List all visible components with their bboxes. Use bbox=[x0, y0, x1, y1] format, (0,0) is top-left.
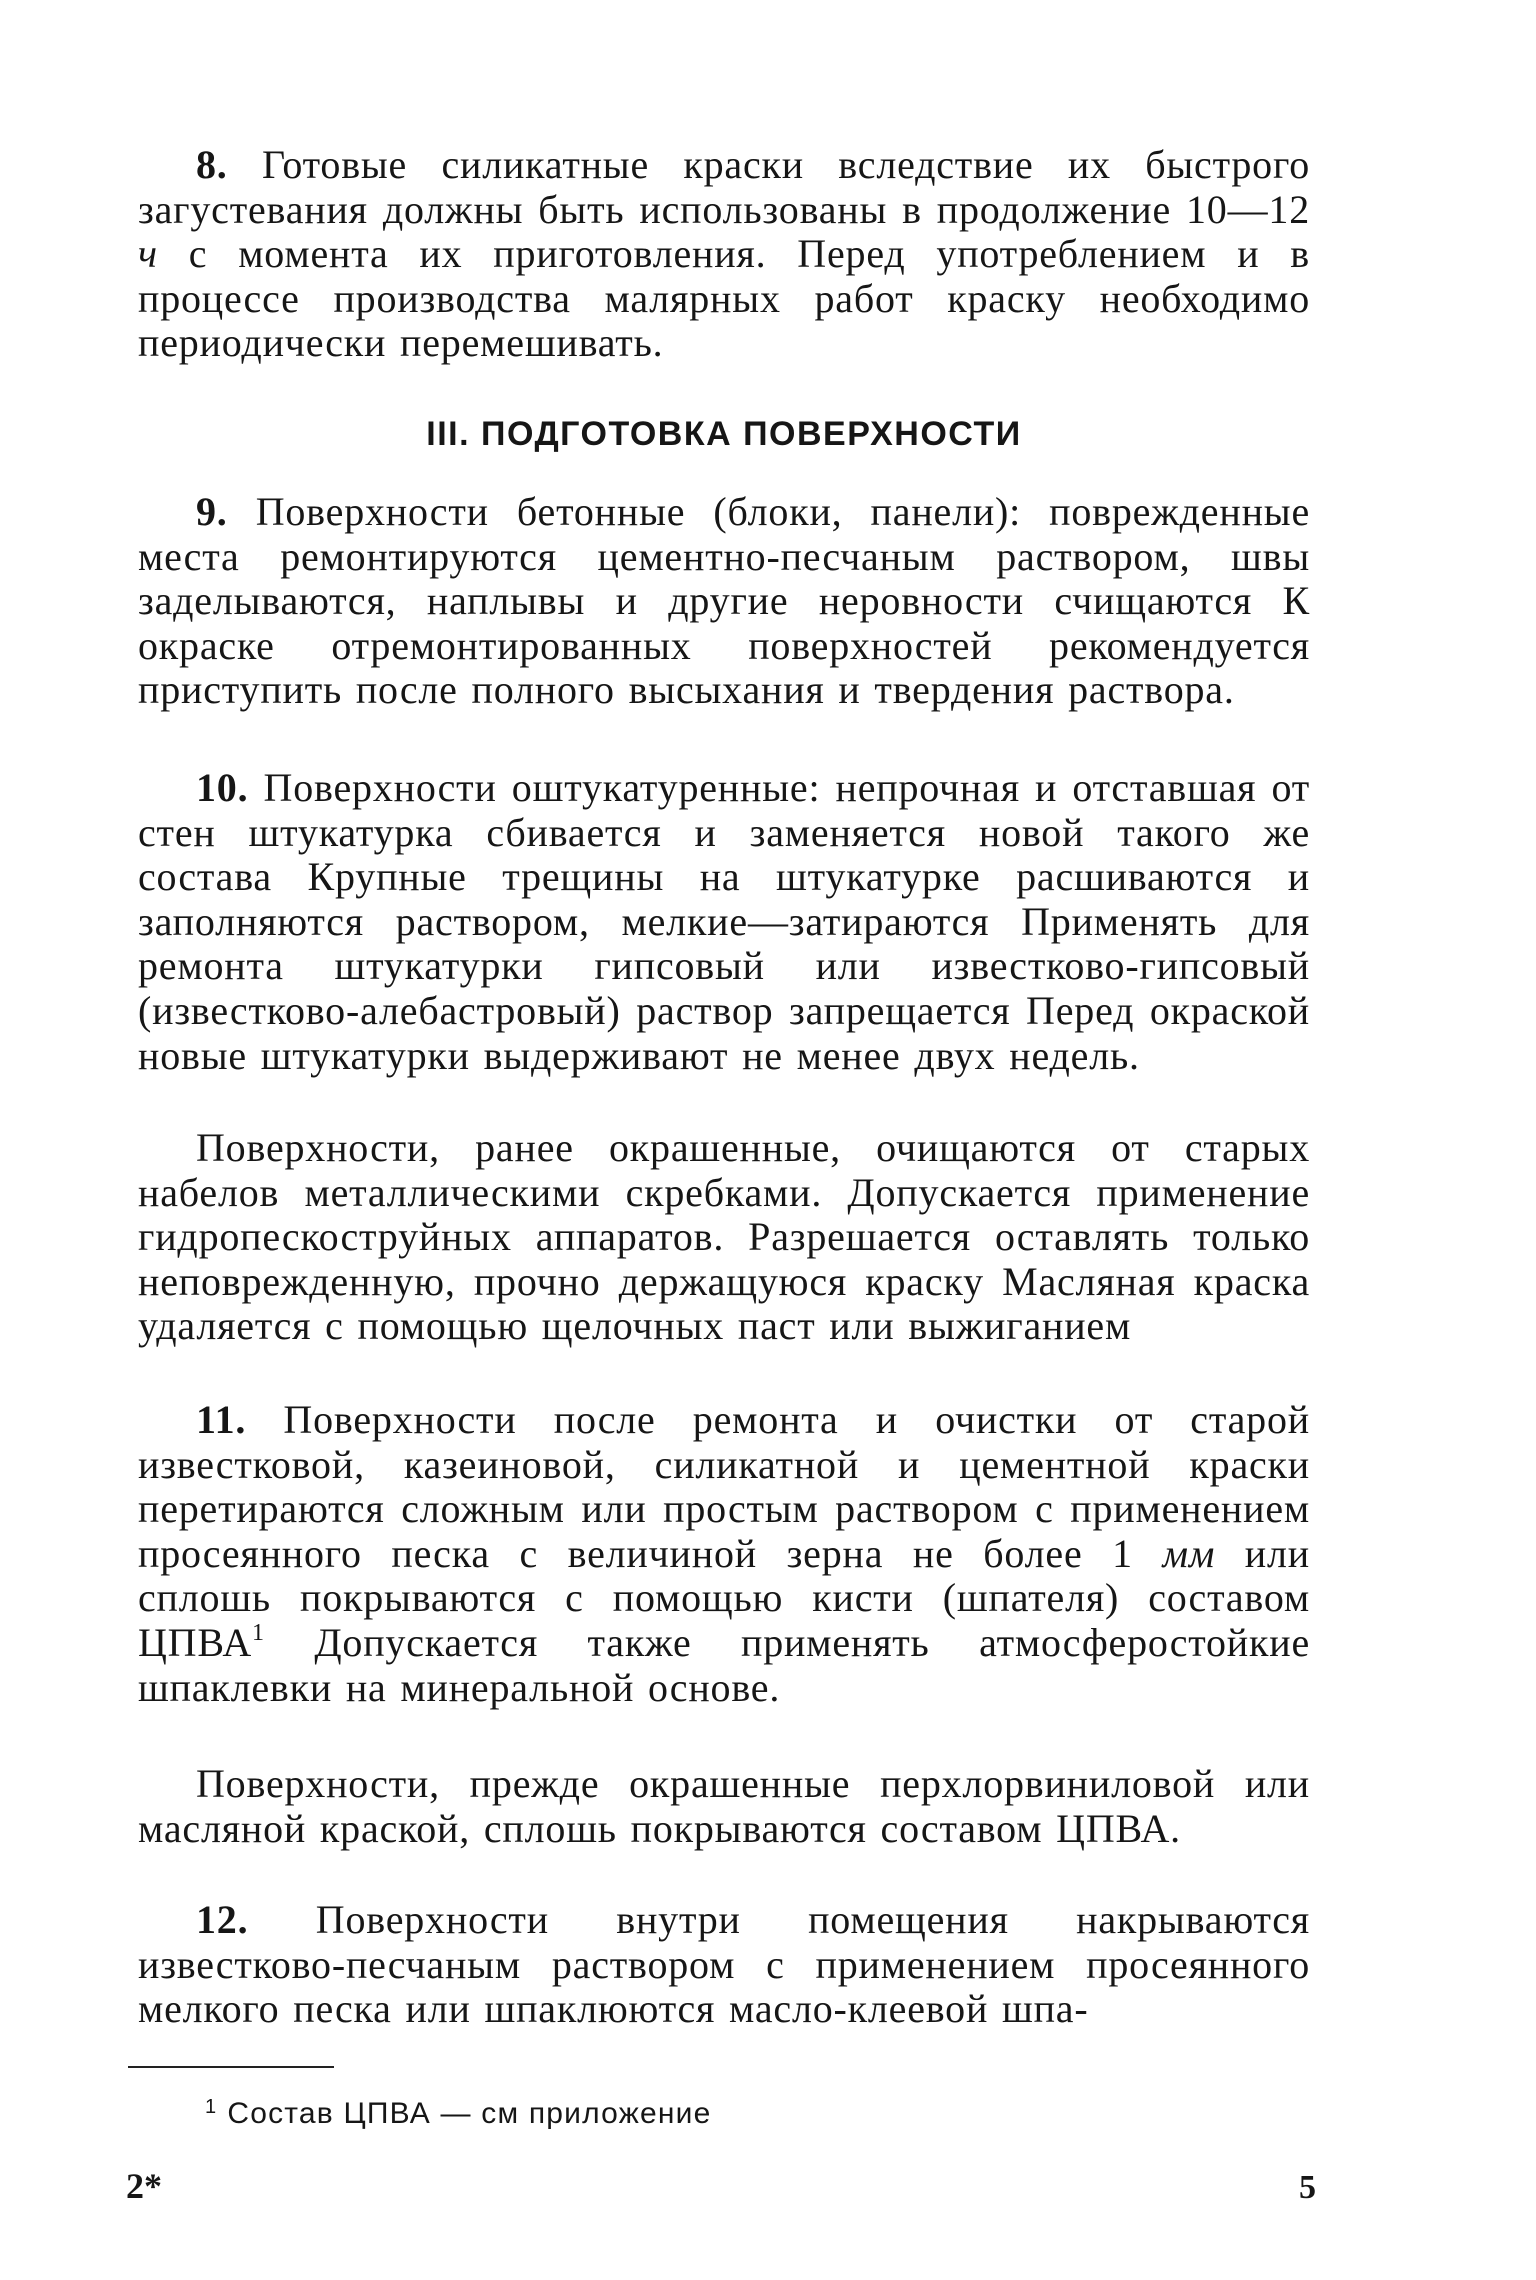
unit-hours: ч bbox=[138, 231, 158, 277]
paragraph-text: Готовые силикатные краски вследствие их быстрого загустевания должны быть использованы в продолжение 10—12 bbox=[138, 142, 1310, 232]
footnote-divider bbox=[128, 2066, 334, 2068]
page-number: 5 bbox=[1299, 2169, 1316, 2206]
paragraph-number: 8. bbox=[196, 142, 228, 187]
paragraph-number: 10. bbox=[196, 765, 249, 810]
paragraph-10 bbox=[138, 766, 1310, 1078]
paragraph-text: с момента их приготовления. Перед употреблением и в процессе производства малярных работ краску необходимо периодически перемешивать. bbox=[138, 231, 1310, 366]
paragraph-9 bbox=[138, 490, 1310, 713]
paragraph-text: Поверхности оштукатуренные: непрочная и отставшая от стен штукатурка сбивается и заменяется новой такого же состава Крупные трещины на штукатурке расшиваются и заполняются раствором, мелкие—затираются Применять для ремонта штукатурки гипсовый или известково-гипсовый (известково-алебастровый) раствор запрещается Перед окраской новые штукатурки выдерживают не менее двух недель. bbox=[138, 765, 1310, 1078]
section-heading: III. ПОДГОТОВКА ПОВЕРХНОСТИ bbox=[426, 415, 1022, 453]
footnote-text: Состав ЦПВА — см приложение bbox=[227, 2097, 712, 2130]
paragraph-text: Поверхности, прежде окрашенные перхлорвиниловой или масляной краской, сплошь покрываются составом ЦПВА. bbox=[138, 1761, 1310, 1851]
paragraph-text: Поверхности после ремонта и очистки от старой известковой, казеиновой, силикатной и цементной краски перетираются сложным или простым раствором с применением просеянного песка с величиной зерна не более 1 bbox=[138, 1397, 1310, 1576]
paragraph-8 bbox=[138, 143, 1310, 366]
paragraph-text: Поверхности, ранее окрашенные, очищаются от старых набелов металлическими скребками. Допускается применение гидропескоструйных аппаратов. Разрешается оставлять только неповрежденную, прочно держащуюся краску Масляная краска удаляется с помощью щелочных паст или выжиганием bbox=[138, 1125, 1310, 1349]
printer-signature: 2* bbox=[126, 2166, 162, 2206]
paragraph-number: 9. bbox=[196, 489, 228, 534]
footnote bbox=[205, 2089, 712, 2132]
paragraph-11 bbox=[138, 1398, 1310, 1710]
unit-millimeters: мм bbox=[1162, 1530, 1216, 1576]
paragraph-text: Поверхности внутри помещения накрываются известково-песчаным раствором с применением просеянного мелкого песка или шпаклюются масло-клеевой шпа- bbox=[138, 1897, 1310, 2032]
paragraph-text: Поверхности бетонные (блоки, панели): поврежденные места ремонтируются цементно-песчаным раствором, швы заделываются, наплывы и другие неровности счищаются К окраске отремонтированных поверхностей рекомендуется приступить после полного высыхания и твердения раствора. bbox=[138, 489, 1310, 713]
footnote-reference: 1 bbox=[252, 1619, 265, 1646]
paragraph-text: или сплошь покрываются с помощью кисти (шпателя) составом ЦПВА bbox=[138, 1530, 1310, 1665]
paragraph-number: 12. bbox=[196, 1897, 249, 1942]
paragraph-12 bbox=[138, 1898, 1310, 2032]
footnote-mark: 1 bbox=[205, 2096, 218, 2118]
paragraph-11-continued bbox=[138, 1762, 1310, 1851]
paragraph-number: 11. bbox=[196, 1397, 247, 1442]
paragraph-text: Допускается также применять атмосферостойкие шпаклевки на минеральной основе. bbox=[138, 1619, 1310, 1710]
paragraph-10-continued bbox=[138, 1126, 1310, 1349]
